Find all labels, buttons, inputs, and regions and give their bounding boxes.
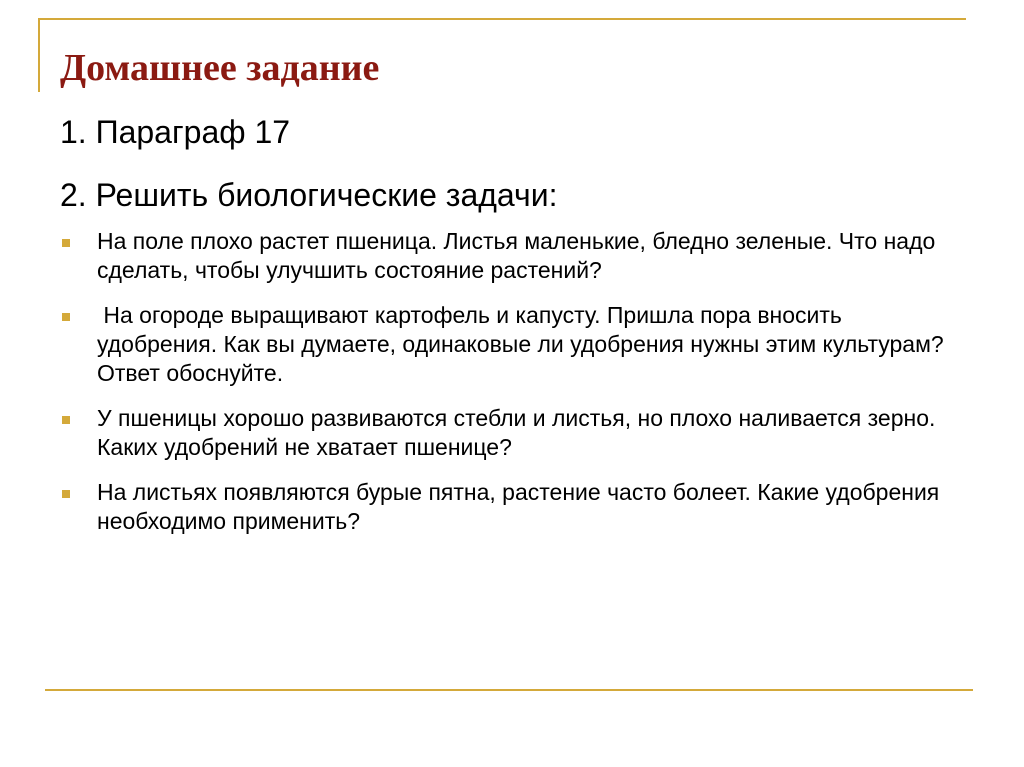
bullet-square-icon	[62, 416, 70, 424]
task-text: На поле плохо растет пшеница. Листья маленькие, бледно зеленые. Что надо сделать, чтобы улучшить состояние растений?	[97, 228, 942, 283]
bullet-square-icon	[62, 490, 70, 498]
task-item	[0, 301, 951, 388]
bullet-square-icon	[62, 313, 70, 321]
task-text: На листьях появляются бурые пятна, растение часто болеет. Какие удобрения необходимо применить?	[97, 479, 946, 534]
top-rule	[38, 18, 966, 20]
task-text: На огороде выращивают картофель и капусту. Пришла пора вносить удобрения. Как вы думаете, одинаковые ли удобрения нужны этим культурам? Ответ обоснуйте.	[97, 302, 951, 386]
task-item	[0, 227, 947, 285]
task-list	[0, 227, 1024, 552]
task-text: У пшеницы хорошо развиваются стебли и листья, но плохо наливается зерно. Каких удобрений не хватает пшенице?	[97, 405, 942, 460]
homework-item-paragraph: 1. Параграф 17	[60, 114, 291, 150]
task-item	[0, 478, 947, 536]
task-item	[0, 404, 947, 462]
bullet-square-icon	[62, 239, 70, 247]
left-rule	[38, 18, 40, 92]
bottom-rule	[45, 689, 973, 691]
homework-item-tasks: 2. Решить биологические задачи:	[60, 177, 558, 213]
slide-title: Домашнее задание	[60, 47, 380, 89]
